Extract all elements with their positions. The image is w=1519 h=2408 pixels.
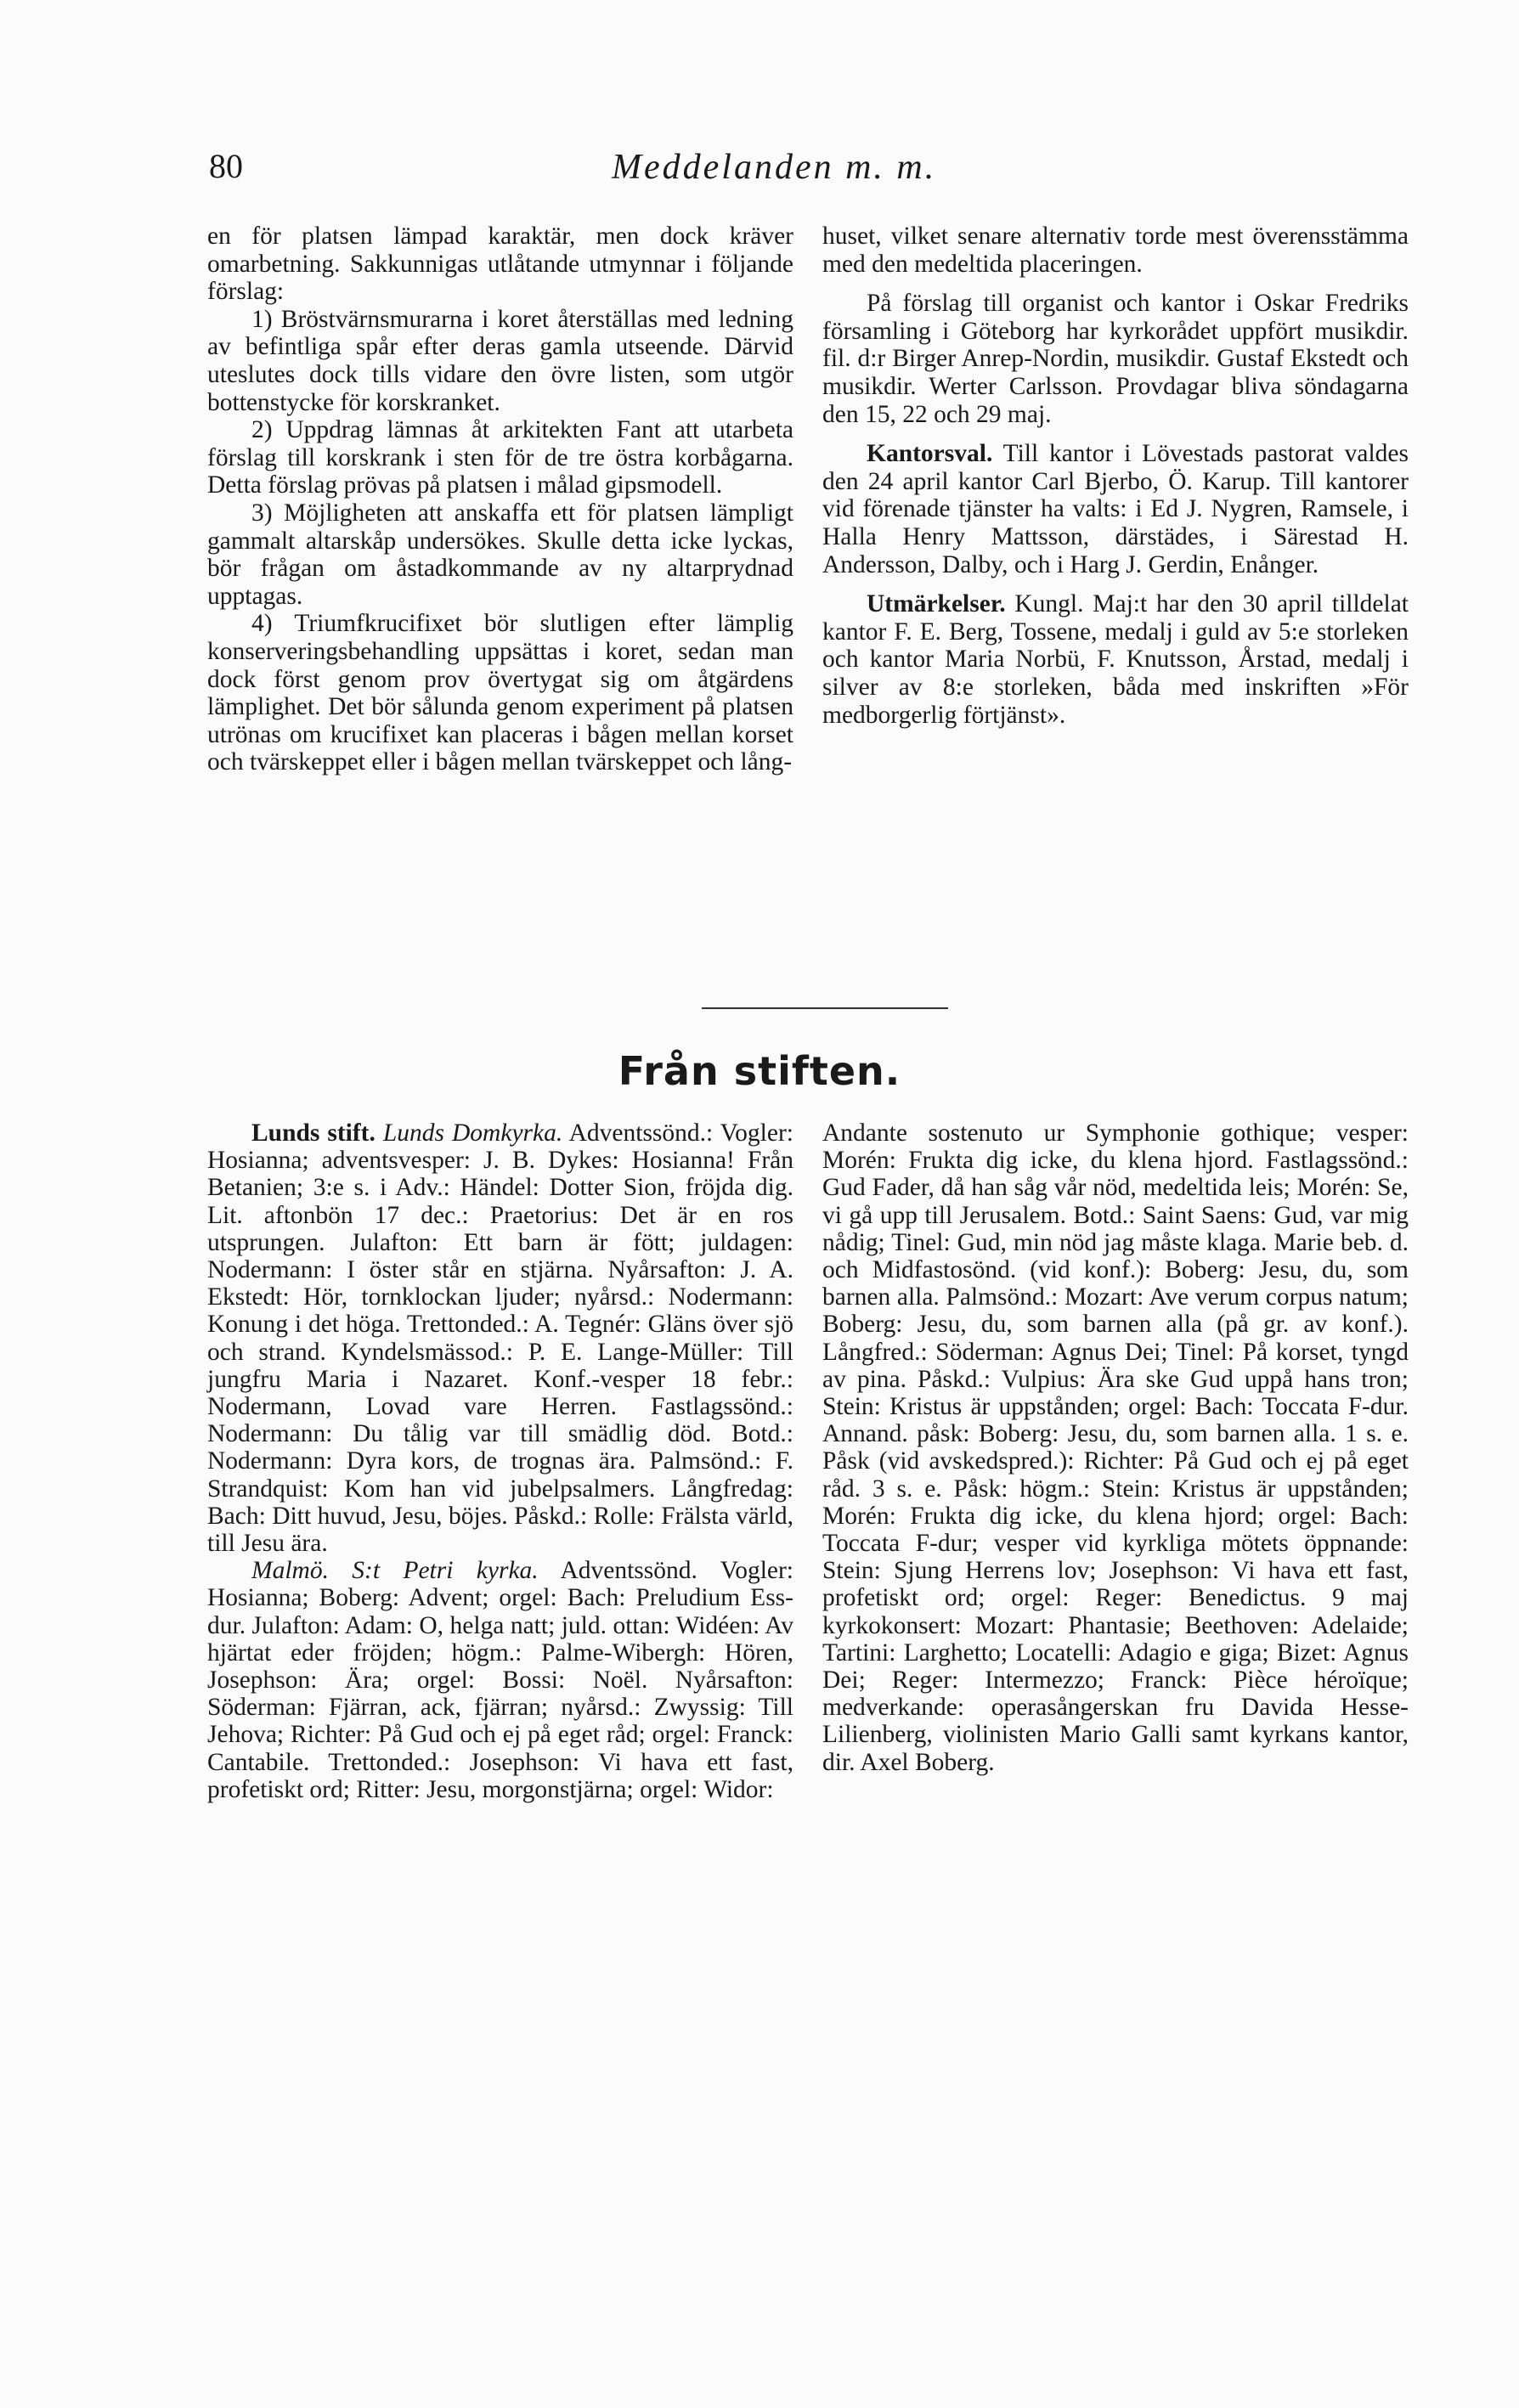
paragraph: huset, vilket senare alternativ torde mest överensstämma med den medeltida placeringen.	[822, 223, 1409, 278]
church-name: Malmö. S:t Petri kyrka.	[251, 1557, 539, 1585]
run-in-heading: Lunds stift.	[251, 1119, 376, 1147]
paragraph: Andante sostenuto ur Symphonie gothique; vesper: Morén: Frukta dig icke, du klena hjord. Fastlagssönd.: Gud Fader, då han såg vår nöd, medeltida leis; Morén: Se, vi gå upp till Jerusalem. Botd.: Saint Saens: Gud, var mig nådig; Tinel: Gud, min nöd jag måste klaga. Marie beb. d. och Midfastosönd. (vid konf.): Boberg: Jesu, du, som barnen alla. Palmsönd.: Mozart: Ave verum corpus natum; Boberg: Jesu, du, som barnen alla (på gr. av konf.). Långfred.: Söderman: Agnus Dei; Tinel: På korset, tyngd av pina. Påskd.: Vulpius: Ära ske Gud uppå hans tron; Stein: Kristus är uppstånden; orgel: Bach: Toccata F-dur. Annand. påsk: Boberg: Jesu, du, som barnen alla. 1 s. e. Påsk (vid avskedspred.): Richter: På Gud och ej på eget råd. 3 s. e. Påsk: högm.: Stein: Kristus är uppstånden; Morén: Frukta dig icke, du klena hjord; orgel: Bach: Toccata F-dur; vesper vid kyrkliga mötets öppnande: Stein: Sjung Herrens lov; Josephson: Vi hava ett fast, profetiskt ord; orgel: Reger: Benedictus. 9 maj kyrkokonsert: Mozart: Phantasie; Beethoven: Adelaide; Tartini: Larghetto; Locatelli: Adagio e giga; Bizet: Agnus Dei; Reger: Intermezzo; Franck: Pièce héroïque; medverkande: operasångerskan fru Davida Hesse-Lilienberg, violinisten Mario Galli samt kyrkans kantor, dir. Axel Boberg.	[822, 1119, 1409, 1776]
column-top-right	[822, 223, 1409, 729]
entry-body: Adventssönd.: Vogler: Hosianna; adventsvesper: J. B. Dykes: Hosianna! Från Betanien; 3:e s. i Adv.: Händel: Dotter Sion, fröjda dig. Lit. aftonbön 17 dec.: Praetorius: Det är en ros utsprungen. Julafton: Ett barn är fött; juldagen: Nodermann: I öster står en stjärna. Nyårsafton: J. A. Ekstedt: Hör, tornklockan ljuder; nyårsd.: Nodermann: Konung i det höga. Trettonded.: A. Tegnér: Gläns över sjö och strand. Kyndelsmässod.: P. E. Lange-Müller: Till jungfru Maria i Nazaret. Konf.-vesper 18 febr.: Nodermann, Lovad vare Herren. Fastlagssönd.: Nodermann: Du tålig var till smädlig död. Botd.: Nodermann: Dyra kors, de trognas ära. Palmsönd.: F. Strandquist: Kom han vid jubelpsalmers. Långfredag: Bach: Ditt huvud, Jesu, böjes. Påskd.: Rolle: Frälsta värld, till Jesu ära.	[207, 1119, 793, 1558]
paragraph: en för platsen lämpad karaktär, men dock kräver omarbetning. Sakkunnigas utlåtande utmynnar i följande förslag:	[207, 223, 793, 306]
page-number: 80	[209, 147, 243, 185]
notice-body: Kungl. Maj:t har den 30 april tilldelat kantor F. E. Berg, Tossene, medalj i guld av 5:e storleken och kantor Maria Norbü, F. Knutsson, Årstad, medalj i silver av 8:e storleken, båda med inskriften »För medborgerlig förtjänst».	[822, 590, 1409, 729]
entry-lunds	[207, 1119, 793, 1557]
paragraph: På förslag till organist och kantor i Oskar Fredriks församling i Göteborg har kyrkorådet uppfört musikdir. fil. d:r Birger Anrep-Nordin, musikdir. Gustaf Ekstedt och musikdir. Werter Carlsson. Provdagar bliva söndagarna den 15, 22 och 29 maj.	[822, 290, 1409, 428]
notice-body: Till kantor i Lövestads pastorat valdes den 24 april kantor Carl Bjerbo, Ö. Karup. Till kantorer vid förenade tjänster ha valts: i Ed J. Nygren, Ramsele, i Halla Henry Mattsson, därstädes, i Särestad H. Andersson, Dalby, och i Harg J. Gerdin, Enånger.	[822, 440, 1409, 578]
column-bottom-right	[822, 1119, 1409, 1776]
column-bottom-left	[207, 1119, 793, 1803]
section-divider	[702, 1007, 948, 1009]
run-in-heading: Utmärkelser.	[867, 590, 1006, 618]
paragraph: 1) Bröstvärnsmurarna i koret återställas med ledning av befintliga spår efter deras gamla utseende. Därvid uteslutes dock tills vidare den övre listen, som utgör bottenstycke för korskranket.	[207, 305, 793, 416]
entry-malmo	[207, 1557, 793, 1803]
run-in-heading: Kantorsval.	[867, 440, 993, 468]
running-title: Meddelanden m. m.	[612, 148, 937, 187]
paragraph: 3) Möjligheten att anskaffa ett för platsen lämpligt gammalt altarskåp undersökes. Skulle detta icke lyckas, bör frågan om åstadkommande av ny altarprydnad upptagas.	[207, 499, 793, 610]
section-heading: Från stiften.	[618, 1048, 901, 1094]
column-top-left	[207, 223, 793, 776]
entry-body: Adventssönd. Vogler: Hosianna; Boberg: Advent; orgel: Bach: Preludium Ess-dur. Julafton: Adam: O, helga natt; juld. ottan: Widéen: Av hjärtat eder fröjden; högm.: Palme-Wibergh: Hören, Josephson: Ära; orgel: Bossi: Noël. Nyårsafton: Söderman: Fjärran, ack, fjärran; nyårsd.: Zwyssig: Till Jehova; Richter: På Gud och ej på eget råd; orgel: Franck: Cantabile. Trettonded.: Josephson: Vi hava ett fast, profetiskt ord; Ritter: Jesu, morgonstjärna; orgel: Widor:	[207, 1557, 794, 1803]
paragraph: 4) Triumfkrucifixet bör slutligen efter lämplig konserveringsbehandling uppsättas i koret, sedan man dock först genom prov övertygat sig om åtgärdens lämplighet. Det bör sålunda genom experiment på platsen utrönas om krucifixet kan placeras i bågen mellan korset och tvärskeppet eller i bågen mellan tvärskeppet och lång-	[207, 610, 793, 776]
paragraph: 2) Uppdrag lämnas åt arkitekten Fant att utarbeta förslag till korskrank i sten för de tre östra korbågarna. Detta förslag prövas på platsen i målad gipsmodell.	[207, 416, 793, 499]
notice-utmarkelser	[822, 590, 1409, 729]
church-name: Lunds Domkyrka.	[382, 1119, 563, 1147]
notice-kantorsval	[822, 440, 1409, 578]
